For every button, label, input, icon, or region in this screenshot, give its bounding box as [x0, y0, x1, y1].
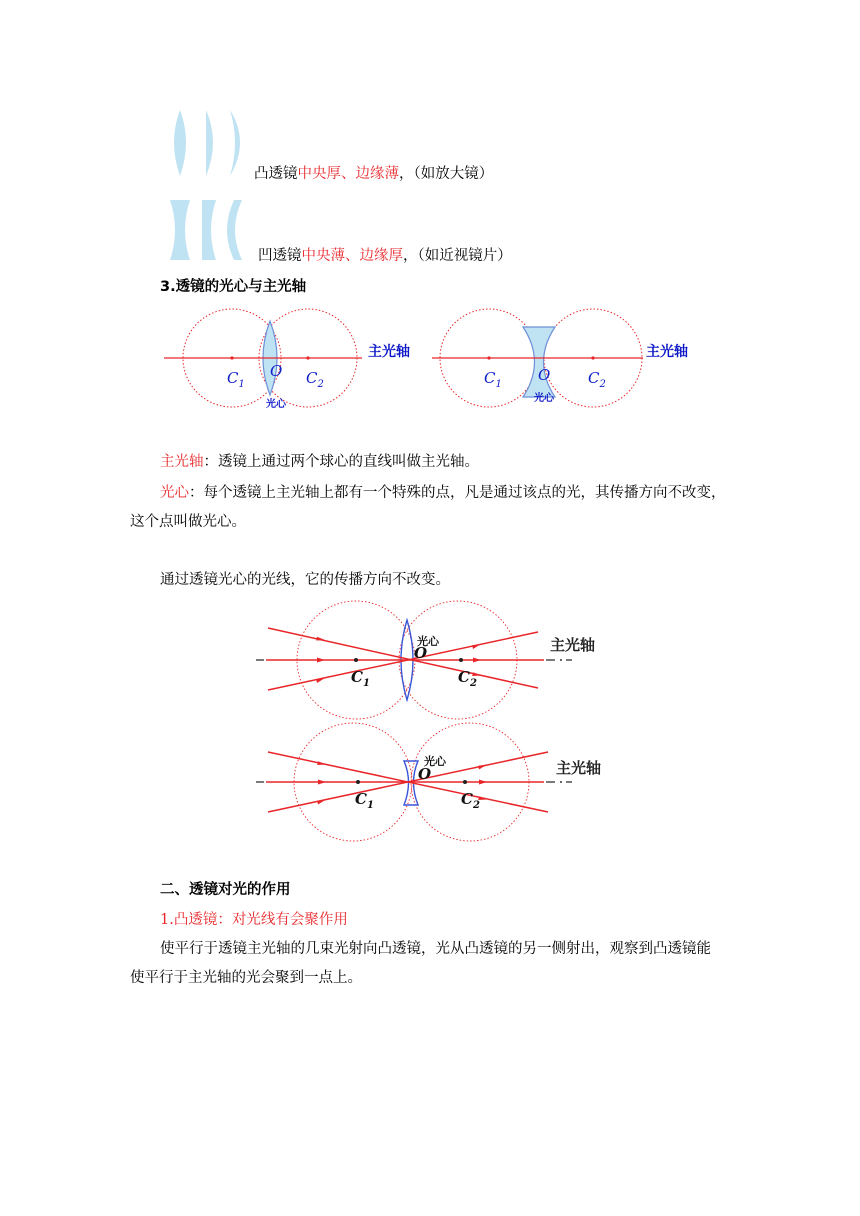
section-3-title: 3.透镜的光心与主光轴 [160, 279, 307, 295]
center-rule-text: 通过透镜光心的光线，它的传播方向不改变。 [160, 572, 450, 588]
optical-center-label: 光心 [424, 755, 446, 768]
o-label: O [270, 362, 283, 380]
concave-rays-diagram [252, 720, 612, 844]
optical-center-label: 光心 [534, 393, 554, 404]
concave-lens-shapes [168, 198, 253, 262]
c1-point [230, 356, 233, 359]
plano-convex-lens-shape [206, 110, 213, 176]
convex-effect-line-2: 使平行于主光轴的光会聚到一点上。 [130, 970, 362, 986]
c1-point [356, 780, 360, 784]
axis-dot-right [560, 659, 562, 661]
ray-2-arrow-out [478, 765, 487, 770]
meniscus-convex-lens-shape [230, 110, 240, 176]
axis-arrow-1 [317, 658, 325, 663]
convex-lens-desc: 凸透镜中央厚、边缘薄，（如放大镜） [254, 166, 494, 182]
o-label: O [418, 765, 432, 783]
axis-arrow-2 [479, 780, 487, 785]
biconcave-lens-shape [170, 200, 190, 260]
c1-label: $C_1$ [351, 668, 370, 689]
convex-effect-title: 1.凸透镜：对光线有会聚作用 [160, 912, 348, 928]
optical-center-label: 光心 [266, 399, 286, 410]
plano-concave-lens-shape [202, 200, 216, 260]
axis-label: 主光轴 [646, 344, 688, 360]
principal-axis-definition: 主光轴：透镜上通过两个球心的直线叫做主光轴。 [160, 454, 479, 470]
axis-label: 主光轴 [556, 759, 602, 777]
c2-label: $C_2$ [461, 790, 480, 811]
optical-center-definition-cont: 这个点叫做光心。 [130, 514, 246, 530]
convex-rays-diagram [252, 598, 612, 722]
c2-point [306, 356, 309, 359]
concave-lens-desc: 凹透镜中央薄、边缘厚，（如近视镜片） [258, 248, 512, 264]
convex-center-diagram [160, 300, 420, 415]
c1-label: $C_1$ [227, 369, 245, 390]
ray-1-arrow [316, 637, 325, 641]
axis-dot-right [560, 781, 562, 783]
convex-lens-shapes [168, 108, 253, 180]
o-label: O [538, 366, 551, 384]
c2-label: $C_2$ [458, 668, 477, 689]
ray-1-arrow-out [472, 672, 481, 676]
c1-label: $C_1$ [484, 369, 502, 390]
section-2-title: 二、透镜对光的作用 [160, 882, 291, 898]
c1-point [487, 356, 490, 359]
c2-point [463, 780, 467, 784]
c1-point [354, 658, 358, 662]
concave-center-diagram [428, 300, 698, 415]
concave-lens [523, 327, 555, 397]
ray-2-arrow [317, 800, 326, 805]
axis-label: 主光轴 [550, 636, 596, 654]
meniscus-concave-lens-shape [227, 200, 242, 260]
optical-center-definition: 光心：每个透镜上主光轴上都有一个特殊的点，凡是通过该点的光，其传播方向不改变， [160, 485, 726, 501]
c1-label: $C_1$ [355, 790, 374, 811]
axis-arrow-2 [473, 658, 481, 663]
convex-effect-line-1: 使平行于透镜主光轴的几束光射向凸透镜，光从凸透镜的另一侧射出，观察到凸透镜能 [160, 941, 711, 957]
c2-label: $C_2$ [588, 369, 606, 390]
c2-point [591, 356, 594, 359]
axis-arrow-1 [318, 780, 326, 785]
ray-1-arrow [317, 761, 326, 765]
optical-center-label: 光心 [417, 635, 439, 648]
biconvex-lens-shape [174, 110, 186, 176]
axis-label: 主光轴 [368, 344, 410, 360]
c2-point [459, 658, 463, 662]
ray-2-arrow-out [472, 644, 481, 649]
o-label: O [414, 644, 428, 662]
c2-label: $C_2$ [306, 369, 324, 390]
